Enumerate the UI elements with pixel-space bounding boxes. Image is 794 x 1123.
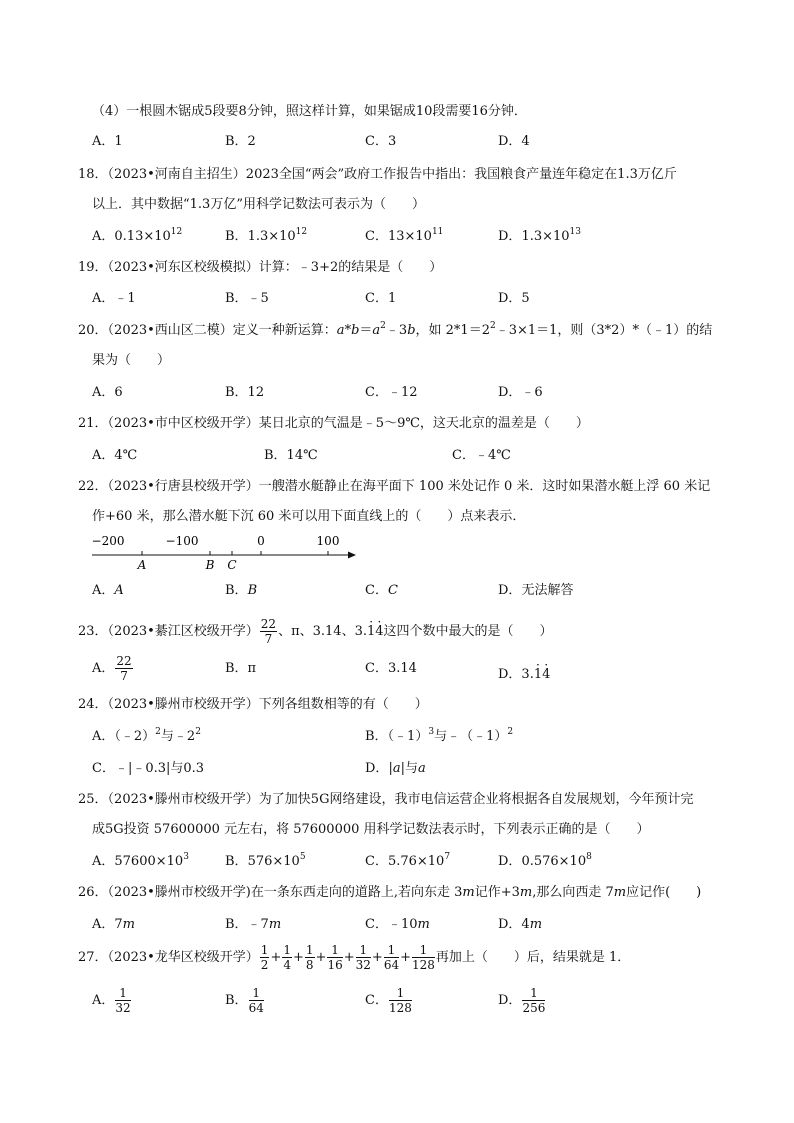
q22-option-d: D．无法解答 xyxy=(498,583,574,598)
fraction-1-64: $\frac{1}{64}$ xyxy=(383,943,400,972)
q20-options xyxy=(92,382,732,404)
tick-label-minus200: −200 xyxy=(92,534,125,548)
q20-option-d: D．﹣6 xyxy=(498,385,543,400)
q17-option-d: D．4 xyxy=(498,134,530,149)
q21-text: 21．（2023•市中区校级开学）某日北京的气温是﹣5～9℃，这天北京的温差是（ ） xyxy=(78,416,589,431)
q26-options xyxy=(92,914,732,936)
q22-line2: 作+60 米，那么潜水艇下沉 60 米可以用下面直线上的（ ）点来表示． xyxy=(92,509,526,524)
q19-option-b: B．﹣5 xyxy=(225,291,269,306)
q20-option-a: A．6 xyxy=(92,385,123,400)
q20-option-b: B．12 xyxy=(225,385,265,400)
q19-options xyxy=(92,288,732,310)
tick-label-100: 100 xyxy=(316,534,340,548)
q17-option-c: C．3 xyxy=(365,134,397,149)
q26-text: 26．（2023•滕州市校级开学)在一条东西走向的道路上,若向东走 3m记作+3m,那么向西走 7m应记作( ) xyxy=(78,885,702,900)
point-label-c: C xyxy=(227,558,237,572)
point-label-b: B xyxy=(205,558,215,572)
q22-option-b: B．B xyxy=(225,583,258,598)
q19-option-d: D．5 xyxy=(498,291,530,306)
q19-option-c: C．1 xyxy=(365,291,397,306)
q23-option-d: D．3.· 1· 4 xyxy=(498,654,550,690)
q22-options xyxy=(92,580,732,602)
fraction-1-4: $\frac{1}{4}$ xyxy=(283,943,291,972)
fraction-1-32: $\frac{1}{32}$ xyxy=(355,943,371,972)
q18-line1: 18．（2023•河南自主招生）2023全国“两会”政府工作报告中指出：我国粮食产量连年稳定在1.3万亿斤 xyxy=(78,167,677,182)
q23-option-a: A． $\frac{22}{7}$ xyxy=(92,654,132,683)
q25-option-c: C．$5.76\times 10^7$ xyxy=(365,852,451,869)
q23-options xyxy=(92,654,732,684)
q21-options xyxy=(92,445,732,467)
q18-option-b: B．$1.3\times 10^{12}$ xyxy=(225,227,308,244)
q26-option-c: C．﹣10m xyxy=(365,917,430,932)
number-line xyxy=(92,532,362,572)
q27-option-a: A． $\frac{1}{32}$ xyxy=(92,986,131,1015)
q24-option-c: C．﹣|﹣0.3|与0.3 xyxy=(92,761,205,776)
point-label-a: A xyxy=(137,558,147,572)
fraction-1-128: $\frac{1}{128}$ xyxy=(412,943,435,972)
q17-part4-text: （4）一根圆木锯成5段要8分钟，照这样计算，如果锯成10段需要16分钟． xyxy=(92,104,527,119)
q22-line1: 22．（2023•行唐县校级开学）一艘潜水艇静止在海平面下 100 米处记作 0 米．这时如果潜水艇上浮 60 米记 xyxy=(78,479,711,494)
q26-option-b: B．﹣7m xyxy=(225,917,282,932)
q20-line1: 20．（2023•西山区二模）定义一种新运算：$a*b=a^2﹣3b$，如 $2*1=2^2﹣3\times 1=1$，则（3*2）*（﹣1）的结 xyxy=(78,321,713,338)
q19-text: 19．（2023•河东区校级模拟）计算：﹣3+2的结果是（ ） xyxy=(78,260,443,275)
q18-option-c: C．$13\times 10^{11}$ xyxy=(365,227,444,244)
q26-option-a: A．7m xyxy=(92,917,135,932)
fraction-1-16: $\frac{1}{16}$ xyxy=(327,943,343,972)
q18-line2: 以上．其中数据“1.3万亿”用科学记数法可表示为（ ） xyxy=(92,197,425,212)
q21-option-c: C．﹣4℃ xyxy=(452,448,511,463)
q17-option-b: B．2 xyxy=(225,134,256,149)
tick-label-0: 0 xyxy=(257,534,265,548)
q24-options-row1 xyxy=(92,726,732,748)
q25-option-d: D．$0.576\times 10^8$ xyxy=(498,852,592,869)
q23-text: 23．（2023•綦江区校级开学） $\frac{22}{7}$ 、π、3.14、3.· 1· 4这四个数中最大的是（ ） xyxy=(78,611,553,647)
q18-options xyxy=(92,226,732,248)
q17-option-a: A．1 xyxy=(92,134,123,149)
fraction-1-8: $\frac{1}{8}$ xyxy=(305,943,314,972)
q17-options xyxy=(92,131,732,153)
q24-option-d: D．|a|与a xyxy=(365,761,426,776)
q26-option-d: D．4m xyxy=(498,917,543,932)
q20-line2: 果为（ ） xyxy=(92,353,171,368)
tick-label-minus100: −100 xyxy=(165,534,199,548)
q21-option-a: A．4℃ xyxy=(92,448,138,463)
q25-line1: 25．（2023•滕州市校级开学）为了加快5G网络建设，我市电信运营企业将根据各自发展规划，今年预计完 xyxy=(78,792,694,807)
q24-options-row2 xyxy=(92,758,732,780)
q18-option-d: D．$1.3\times 10^{13}$ xyxy=(498,227,581,244)
fraction-1-2: $\frac{1}{2}$ xyxy=(260,943,269,972)
q25-options xyxy=(92,851,732,873)
q23-option-b: B．π xyxy=(225,661,257,676)
q24-text: 24．（2023•滕州市校级开学）下列各组数相等的有（ ） xyxy=(78,697,428,712)
q22-option-a: A．A xyxy=(92,583,124,598)
q27-option-b: B． $\frac{1}{64}$ xyxy=(225,986,264,1015)
q21-option-b: B．14℃ xyxy=(264,448,318,463)
q22-option-c: C．C xyxy=(365,583,398,598)
q25-option-b: B．$576\times 10^5$ xyxy=(225,852,306,869)
q27-option-c: C． $\frac{1}{128}$ xyxy=(365,986,412,1015)
q18-option-a: A．$0.13\times 10^{12}$ xyxy=(92,227,183,244)
q24-option-a: A．（﹣2）$^2$与$﹣2^2$ xyxy=(92,727,201,744)
q23-option-c: C．3.14 xyxy=(365,661,417,676)
q25-option-a: A．$57600\times 10^3$ xyxy=(92,852,189,869)
q27-text: 27．（2023•龙华区校级开学） $\frac{1}{2}$ + $\frac{1}{4}$ + $\frac{1}{8}$ + $\frac{1}{16}$ + $\frac{1}{32}$ + $\frac{1}{64}$ + $\frac{1}{128}$ 再加上（ ）后，结果就是 1． xyxy=(78,943,631,972)
fraction-22-7: $\frac{22}{7}$ xyxy=(260,617,277,646)
q27-options xyxy=(92,986,732,1016)
q20-option-c: C．﹣12 xyxy=(365,385,418,400)
q24-option-b: B．（﹣1）$^3$与﹣（﹣1）$^2$ xyxy=(365,727,514,744)
q19-option-a: A．﹣1 xyxy=(92,291,136,306)
q25-line2: 成5G投资 57600000 元左右，将 57600000 用科学记数法表示时，下列表示正确的是（ ） xyxy=(92,822,650,837)
q27-option-d: D． $\frac{1}{256}$ xyxy=(498,986,546,1015)
